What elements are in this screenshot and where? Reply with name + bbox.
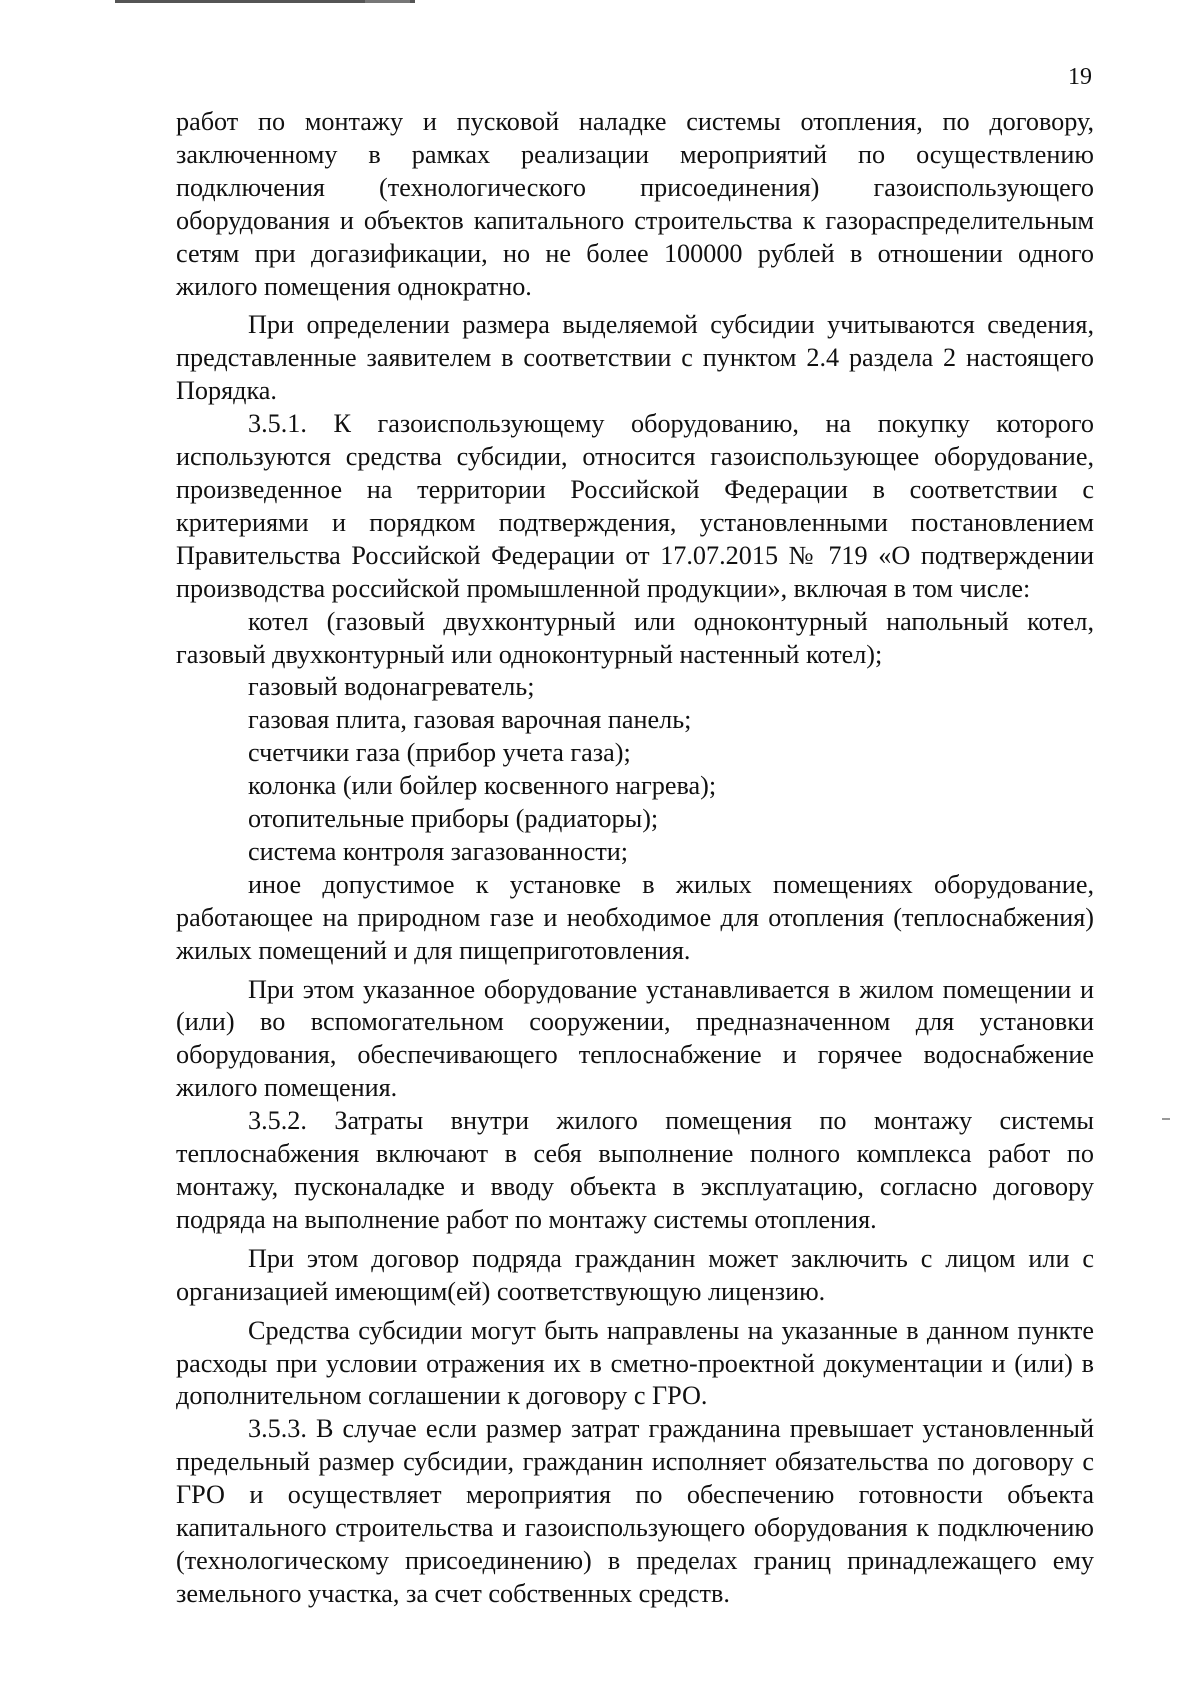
list-item: счетчики газа (прибор учета газа); <box>248 738 631 768</box>
document-body <box>176 106 1094 1611</box>
list-item: газовый водонагреватель; <box>248 672 535 702</box>
scan-artifact <box>1162 1118 1170 1120</box>
paragraph-subsidy-size: При определении размера выделяемой субсидии учитываются сведения, представленные заявителем в соответствии с пунктом 2.4 раздела 2 настоящего Порядка. <box>176 310 1094 406</box>
list-item-other-equipment: иное допустимое к установке в жилых помещениях оборудование, работающее на природном газе и необходимое для отопления (теплоснабжения) жилых помещений и для пищеприготовления. <box>176 869 1094 965</box>
paragraph-installation-location: При этом указанное оборудование устанавливается в жилом помещении и (или) во вспомогательном сооружении, предназначенном для установки оборудования, обеспечивающего теплоснабжение и горячее водоснабжение жилого помещения. <box>176 974 1094 1103</box>
list-item: система контроля загазованности; <box>248 836 629 866</box>
paragraph-funds: Средства субсидии могут быть направлены на указанные в данном пункте расходы при условии отражения их в сметно-проектной документации и (или) в дополнительном соглашении к договору с ГРО. <box>176 1315 1094 1411</box>
list-item-boiler: котел (газовый двухконтурный или одноконтурный напольный котел, газовый двухконтурный или одноконтурный настенный котел); <box>176 606 1094 669</box>
list-item: колонка (или бойлер косвенного нагрева); <box>248 771 717 801</box>
paragraph-3-5-1: 3.5.1. К газоиспользующему оборудованию, на покупку которого используются средства субсидии, относится газоиспользующее оборудование, произведенное на территории Российской Федерации в соответствии с критериями и порядком подтверждения, установленными постановлением Правительства Российской Федерации от 17.07.2015 № 719 «О подтверждении производства российской промышленной продукции», включая в том числе: <box>176 409 1094 603</box>
list-item: отопительные приборы (радиаторы); <box>248 804 659 834</box>
paragraph-3-5-2: 3.5.2. Затраты внутри жилого помещения по монтажу системы теплоснабжения включают в себя выполнение полного комплекса работ по монтажу, пусконаладке и вводу объекта в эксплуатацию, согласно договору подряда на выполнение работ по монтажу системы отопления. <box>176 1106 1094 1234</box>
paragraph-continuation: работ по монтажу и пусковой наладке системы отопления, по договору, заключенному в рамках реализации мероприятий по осуществлению подключения (технологического присоединения) газоиспользующего оборудования и объектов капитального строительства к газораспределительным сетям при догазификации, но не более 100000 рублей в отношении одного жилого помещения однократно. <box>176 107 1094 301</box>
page-number: 19 <box>1068 64 1092 90</box>
list-item: газовая плита, газовая варочная панель; <box>248 705 692 735</box>
paragraph-3-5-3: 3.5.3. В случае если размер затрат гражданина превышает установленный предельный размер субсидии, гражданин исполняет обязательства по договору с ГРО и осуществляет мероприятия по обеспечению готовности объекта капитального строительства и газоиспользующего оборудования к подключению (технологическому присоединению) в пределах границ принадлежащего ему земельного участка, за счет собственных средств. <box>176 1414 1094 1608</box>
paragraph-contract: При этом договор подряда гражданин может заключить с лицом или с организацией имеющим(ей) соответствующую лицензию. <box>176 1243 1094 1306</box>
header-rule-tail <box>365 0 410 3</box>
